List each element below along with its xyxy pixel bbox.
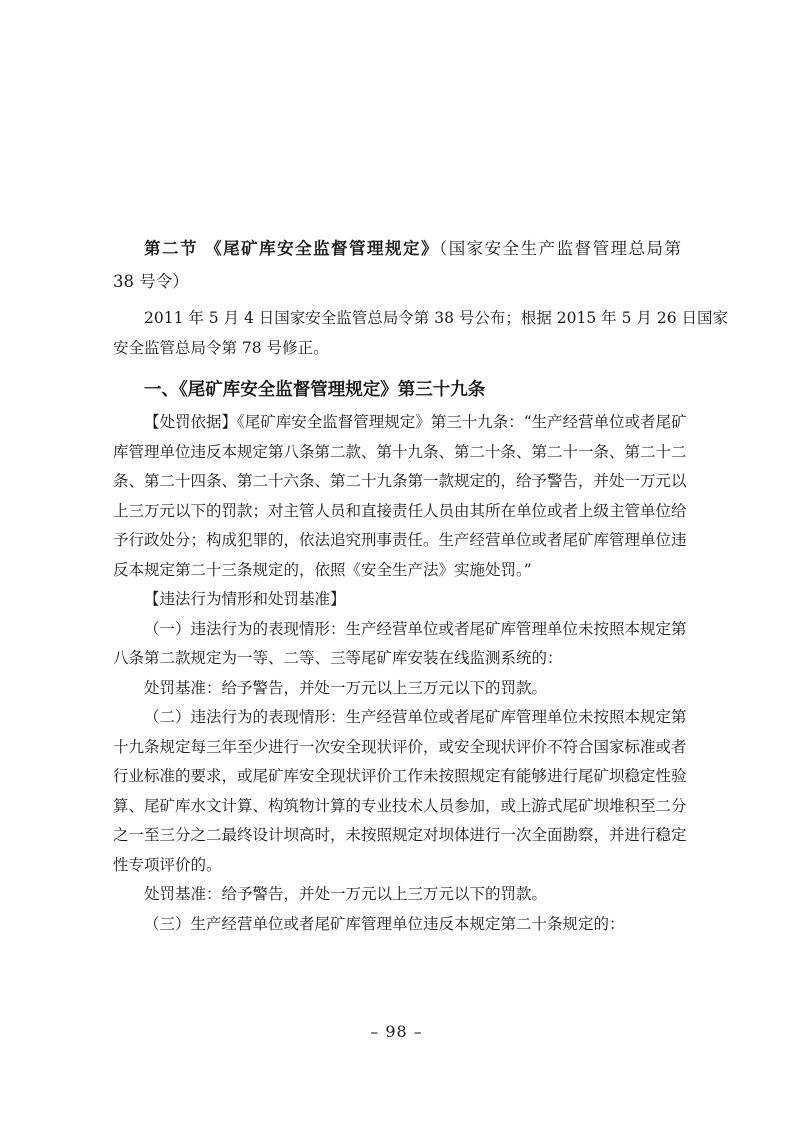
case-1-penalty: 处罚基准：给予警告，并处一万元以上三万元以下的罚款。 (144, 678, 548, 697)
basis-line: 反本规定第二十三条规定的，依照《安全生产法》实施处罚。” (113, 560, 532, 579)
basis-line: 上三万元以下的罚款；对主管人员和直接责任人员由其所在单位或者上级主管单位给 (113, 501, 687, 520)
case-2-penalty: 处罚基准：给予警告，并处一万元以上三万元以下的罚款。 (144, 885, 548, 903)
case-2-line: 性专项评价的。 (113, 855, 222, 874)
case-2-line: （二）违法行为的表现情形：生产经营单位或者尾矿库管理单位未按照本规定第 (144, 708, 687, 726)
basis-line: 条、第二十四条、第二十六条、第二十九条第一款规定的，给予警告，并处一万元以 (113, 472, 687, 490)
case-1-line: 八条第二款规定为一等、二等、三等尾矿库安装在线监测系统的： (113, 649, 563, 667)
article-title: 一、《尾矿库安全监督管理规定》第三十九条 (144, 380, 486, 400)
section-heading-line-1 (113, 232, 681, 265)
basis-line: 予行政处分；构成犯罪的，依法追究刑事责任。生产经营单位或者尾矿库管理单位违 (113, 531, 687, 549)
basis-line: 库管理单位违反本规定第八条第二款、第十九条、第二十条、第二十一条、第二十二 (113, 442, 687, 461)
section-heading-line-2: 38 号令） (113, 272, 189, 291)
case-2-line: 之一至三分之二最终设计坝高时，未按照规定对坝体进行一次全面勘察，并进行稳定 (113, 826, 687, 844)
publication-note-line-1: 2011 年 5 月 4 日国家安全监管总局令第 38 号公布；根据 2015 年 5 月 26 日国家 (144, 309, 728, 327)
case-2-line: 行业标准的要求，或尾矿库安全现状评价工作未按照规定有能够进行尾矿坝稳定性验 (113, 767, 687, 785)
standard-heading: 【违法行为情形和处罚基准】 (144, 590, 346, 608)
page-number: – 98 – (370, 1022, 423, 1041)
publication-note-line-2: 安全监管总局令第 78 号修正。 (113, 338, 329, 357)
case-1-line: （一）违法行为的表现情形：生产经营单位或者尾矿库管理单位未按照本规定第 (144, 619, 687, 638)
section-heading-bold: 第二节 《尾矿库安全监督管理规定》 (144, 239, 439, 258)
case-2-line: 算、尾矿库水文计算、构筑物计算的专业技术人员参加，或上游式尾矿坝堆积至二分 (113, 796, 687, 815)
case-2-line: 十九条规定每三年至少进行一次安全现状评价，或安全现状评价不符合国家标准或者 (113, 737, 687, 756)
case-3-line: （三）生产经营单位或者尾矿库管理单位违反本规定第二十条规定的： (144, 914, 625, 933)
page-content (113, 232, 728, 939)
basis-line: 【处罚依据】《尾矿库安全监督管理规定》第三十九条：“生产经营单位或者尾矿 (144, 413, 687, 431)
section-heading-rest: （国家安全生产监督管理总局第 (438, 239, 682, 258)
